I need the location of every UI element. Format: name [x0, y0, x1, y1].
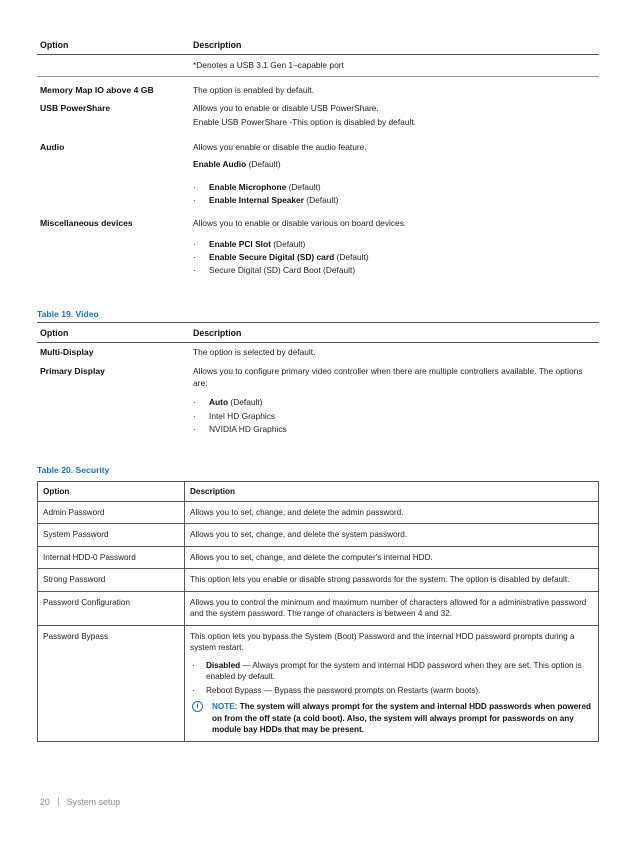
- table20-header-description: Description: [185, 482, 599, 502]
- table19-header-description: Description: [193, 328, 242, 338]
- audio-enable-rest: (Default): [246, 159, 281, 169]
- video-item-auto: · Auto (Default): [193, 397, 263, 407]
- row-system-password-desc: Allows you to set, change, and delete the system password.: [185, 524, 599, 547]
- row-primary-display: Primary Display: [40, 366, 105, 376]
- table19-header-option: Option: [40, 328, 69, 338]
- table18-header-option: Option: [40, 40, 69, 50]
- usb-port-note: *Denotes a USB 3.1 Gen 1–capable port: [193, 60, 344, 70]
- audio-item-speaker: · Enable Internal Speaker (Default): [193, 195, 339, 205]
- bypass-options-list: [190, 660, 593, 697]
- row-internal-hdd-password: Internal HDD-0 Password: [38, 546, 185, 569]
- row-password-configuration: Password Configuration: [38, 591, 185, 625]
- table18-header-rule: [37, 54, 599, 55]
- row-misc-devices-desc: Allows you to enable or disable various on board devices.: [193, 218, 407, 228]
- table19-header-rule: [37, 342, 599, 343]
- audio-enable: [193, 158, 281, 170]
- page-footer: [40, 797, 120, 807]
- video-item-intel: · Intel HD Graphics: [193, 411, 276, 421]
- row-system-password: System Password: [38, 524, 185, 547]
- table20-caption: Table 20. Security: [37, 465, 110, 475]
- row-usb-powershare: USB PowerShare: [40, 103, 111, 113]
- security-table: [37, 481, 599, 742]
- row-password-configuration-desc: Allows you to control the minimum and maximum number of characters allowed for a administrative password and the system password. The range of characters is between 4 and 32.: [185, 591, 599, 625]
- row-memory-map-io: Memory Map IO above 4 GB: [40, 85, 154, 95]
- row-internal-hdd-password-desc: Allows you to set, change, and delete the computer's internal HDD.: [185, 546, 599, 569]
- row-strong-password: Strong Password: [38, 569, 185, 592]
- row-multi-display-desc: The option is selected by default.: [193, 347, 316, 357]
- note-box: [190, 701, 593, 736]
- video-item-nvidia: · NVIDIA HD Graphics: [193, 424, 287, 434]
- list-item: · Disabled — Always prompt for the system and internal HDD password when they are set. This option is enabled by default.: [192, 660, 582, 681]
- misc-item-sd-card: · Enable Secure Digital (SD) card (Default): [193, 252, 369, 262]
- row-usb-powershare-desc: Allows you to enable or disable USB PowerShare.: [193, 103, 379, 113]
- table18-header-description: Description: [193, 40, 242, 50]
- row-admin-password-desc: Allows you to set, change, and delete the admin password.: [185, 501, 599, 524]
- audio-item-microphone: · Enable Microphone (Default): [193, 182, 321, 192]
- row-password-bypass: Password Bypass: [38, 625, 185, 741]
- table-row: [38, 625, 599, 741]
- list-item: · Reboot Bypass — Bypass the password prompts on Restarts (warm boots).: [192, 685, 481, 695]
- info-icon: i: [192, 701, 203, 712]
- row-audio-desc: Allows you enable or disable the audio feature.: [193, 142, 367, 152]
- table-header-row: [38, 482, 599, 502]
- table18-row-rule: [37, 76, 599, 77]
- audio-enable-bold: Enable Audio: [193, 159, 247, 169]
- table-row: [38, 524, 599, 547]
- row-strong-password-desc: This option lets you enable or disable strong passwords for the system. The option is disabled by default.: [185, 569, 599, 592]
- row-admin-password: Admin Password: [38, 501, 185, 524]
- row-password-bypass-desc: This option lets you bypass the System (Boot) Password and the internal HDD password prompts during a system restart.: [190, 631, 575, 652]
- row-misc-devices: Miscellaneous devices: [40, 218, 133, 228]
- row-usb-powershare-desc2: Enable USB PowerShare -This option is disabled by default.: [193, 117, 416, 127]
- misc-item-pci: · Enable PCI Slot (Default): [193, 239, 306, 249]
- note-label: NOTE:: [212, 702, 238, 711]
- table19-top-rule: [37, 322, 599, 323]
- table-row: [38, 501, 599, 524]
- row-memory-map-io-desc: The option is enabled by default.: [193, 85, 315, 95]
- row-primary-display-desc: Allows you to configure primary video controller when there are multiple controllers available. The options are:: [193, 366, 583, 388]
- row-multi-display: Multi-Display: [40, 347, 94, 357]
- table-row: [38, 569, 599, 592]
- table19-caption: Table 19. Video: [37, 309, 99, 319]
- table-row: [38, 546, 599, 569]
- note-text: The system will always prompt for the system and internal HDD passwords when powered on from the off state (a cold boot). Also, the system will always prompt for passwords on any module bay HDDs that may be present.: [212, 702, 591, 734]
- table-row: [38, 591, 599, 625]
- row-password-bypass-cell: [185, 625, 599, 741]
- row-audio: Audio: [40, 142, 65, 152]
- page-number: 20: [40, 797, 50, 807]
- misc-item-sd-boot: · Secure Digital (SD) Card Boot (Default): [193, 265, 356, 275]
- footer-separator: [58, 797, 59, 806]
- table20-header-option: Option: [38, 482, 185, 502]
- footer-section: System setup: [66, 797, 121, 807]
